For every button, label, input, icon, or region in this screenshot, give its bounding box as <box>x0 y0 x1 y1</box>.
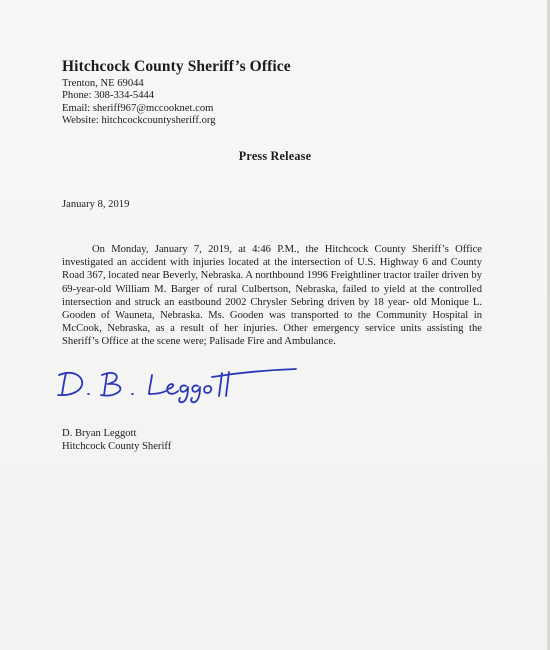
signer-title: Hitchcock County Sheriff <box>62 441 172 453</box>
office-name: Hitchcock County Sheriff’s Office <box>62 58 291 75</box>
office-phone: Phone: 308-334-5444 <box>62 90 155 102</box>
document-title: Press Release <box>238 149 312 163</box>
office-address: Trenton, NE 69044 <box>62 78 144 89</box>
signer-name: D. Bryan Leggott <box>62 428 137 439</box>
letterhead <box>62 58 482 128</box>
signer-block <box>62 427 171 453</box>
release-date: January 8, 2019 <box>62 199 130 210</box>
office-website: Website: hitchcockcountysheriff.org <box>62 115 216 127</box>
office-email: Email: sheriff967@mccooknet.com <box>62 102 214 114</box>
release-body: On Monday, January 7, 2019, at 4:46 P.M., the Hitchcock County Sheriff’s Office investigated an accident with injuries located at the intersection of U.S. Highway 6 and County Road 367, located near Beverly, Nebraska. A northbound 1996 Freightliner tractor trailer driven by 69-year-old William M. Barger of rural Culbertson, Nebraska, failed to yield at the controlled intersection and struck an eastbound 2002 Chrysler Sebring driven by 18 year- old Monique L. Gooden of Wauneta, Nebraska. Ms. Gooden was transported to the Community Hospital in McCook, Nebraska, as a result of her injuries. Other emergency service units assisting the Sheriff’s Office at the scene were; Palisade Fire and Ambulance. <box>62 244 482 348</box>
handwritten-signature <box>52 355 302 405</box>
